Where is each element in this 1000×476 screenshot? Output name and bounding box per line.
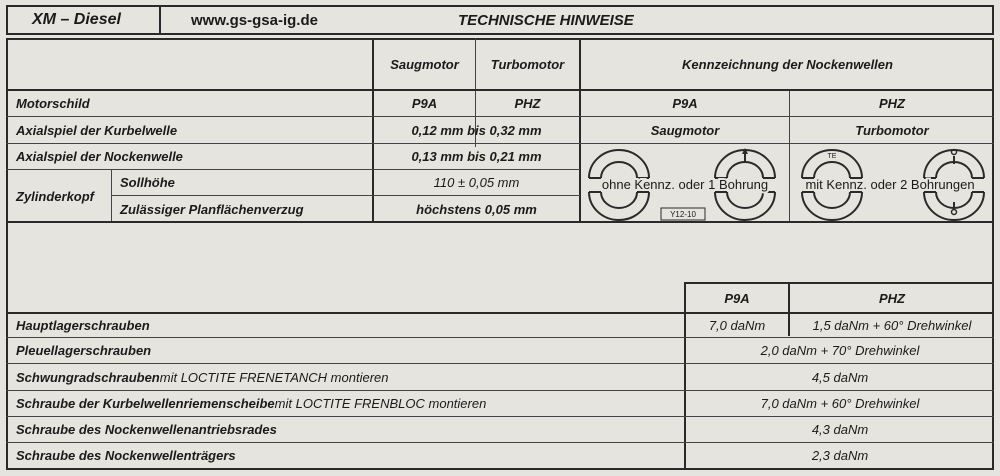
col-turbomotor: Turbomotor <box>490 57 565 72</box>
row-sollhoehe-label: Sollhöhe <box>120 175 175 190</box>
torque-row-value: 7,0 daNm + 60° Drehwinkel <box>760 396 920 411</box>
torque-row-value: 2,3 daNm <box>811 448 869 463</box>
row-motorschild-turbo: PHZ <box>514 96 541 111</box>
torque-row-label-bold: Schraube der Kurbelwellenriemenscheibe <box>16 396 275 411</box>
kenn-p9a-type: Saugmotor <box>650 122 720 138</box>
kenn-phz-caption: mit Kennz. oder 2 Bohrungen <box>805 177 975 192</box>
row-zylinderkopf-label: Zylinderkopf <box>16 188 95 204</box>
torque-row-label-bold: Schraube des Nockenwellenträgers <box>16 448 236 463</box>
torque-row-label-bold: Pleuellagerschrauben <box>16 343 152 358</box>
row-verzug-label: Zulässiger Planflächenverzug <box>120 201 304 217</box>
row-axial-kurbel-label: Axialspiel der Kurbelwelle <box>16 122 178 138</box>
torque-row-value: 2,0 daNm + 70° Drehwinkel <box>760 343 920 358</box>
torque-row-p9a-value: 7,0 daNm <box>708 318 766 333</box>
header-model-box <box>6 5 161 35</box>
row-axial-nocken-value: 0,13 mm bis 0,21 mm <box>411 149 542 164</box>
camshaft-p9a-figure <box>581 144 789 222</box>
torque-row-label <box>8 338 684 363</box>
torque-row-label <box>8 443 684 468</box>
kenn-p9a-caption: ohne Kennz. oder 1 Bohrung <box>601 177 769 192</box>
torque-row-label-bold: Hauptlagerschrauben <box>16 318 150 333</box>
torque-row-label-rest: mit LOCTITE FRENETANCH montieren <box>159 369 389 385</box>
row-axial-nocken-label: Axialspiel der Nockenwelle <box>16 149 183 164</box>
row-sollhoehe-value: 110 ± 0,05 mm <box>433 175 520 190</box>
torque-col-p9a: P9A <box>724 290 750 306</box>
col-saugmotor: Saugmotor <box>390 57 459 72</box>
header-title: TECHNISCHE HINWEISE <box>457 11 634 29</box>
col-kennzeichnung: Kennzeichnung der Nockenwellen <box>682 57 893 72</box>
row-axial-kurbel-value: 0,12 mm bis 0,32 mm <box>411 122 542 138</box>
torque-row-phz-value: 1,5 daNm + 60° Drehwinkel <box>812 318 972 333</box>
torque-row-label-rest: mit LOCTITE FRENBLOC montieren <box>274 396 487 411</box>
kenn-p9a-label: P9A <box>672 96 698 111</box>
torque-row-label-bold: Schraube des Nockenwellenantriebsrades <box>16 422 277 437</box>
torque-row-label-bold: Schwungradschrauben <box>16 369 160 385</box>
kenn-fig-ref: Y12-10 <box>670 210 696 219</box>
kenn-phz-mark: TE <box>827 153 837 160</box>
torque-row-label <box>8 391 684 416</box>
kenn-phz-type: Turbomotor <box>855 122 929 138</box>
torque-col-phz: PHZ <box>879 290 905 306</box>
kenn-phz-label: PHZ <box>879 96 905 111</box>
row-motorschild-saug: P9A <box>411 96 438 111</box>
header-title-box <box>159 5 994 35</box>
torque-row-value: 4,3 daNm <box>811 422 869 437</box>
row-verzug-value: höchstens 0,05 mm <box>416 201 537 217</box>
row-motorschild-label: Motorschild <box>16 96 90 111</box>
torque-row-label <box>8 417 684 442</box>
torque-row-label <box>8 314 684 337</box>
header-url: www.gs-gsa-ig.de <box>191 11 318 29</box>
camshaft-phz-figure <box>790 144 994 222</box>
torque-row-value: 4,5 daNm <box>811 369 869 385</box>
header-model: XM – Diesel <box>32 11 121 28</box>
torque-row-label <box>8 364 684 390</box>
